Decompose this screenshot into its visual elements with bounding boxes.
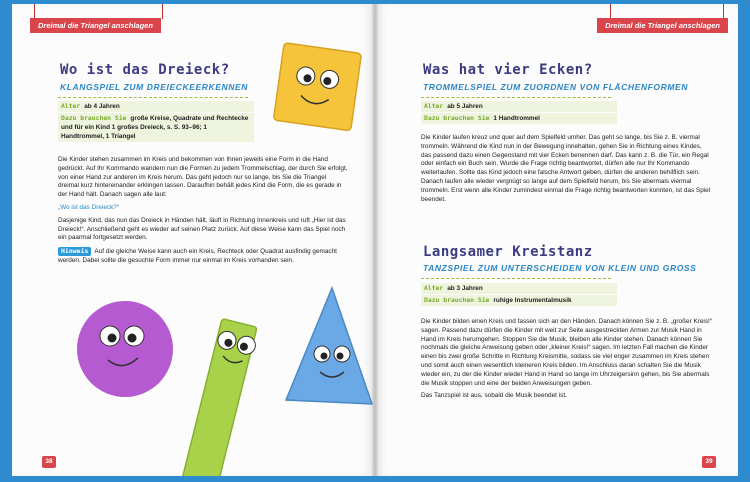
banner-string [610,4,611,19]
info-key: Alter [424,284,444,292]
speech-line: „Wo ist das Dreieck?“ [58,203,119,211]
rectangle-character-icon [182,314,272,476]
triangle-character-icon [282,284,375,414]
paragraph: Die Kinder bilden einen Kreis und fassen sich an den Händen. Danach können Sie z. B. „großer Kreis!“ sagen. Passend dazu dürfen die Kinder mit weit zur Seite ausgestreckten Armen zur Musik Hand in Hand im Kreis herumgehen. Stoppen Sie die Musik, bleiben alle Kinder stehen. Danach können Sie nochmals die gleiche Anweisung geben oder „kleiner Kreis!“ sagen. Im letzten Fall machen die Kinder einen bis zwei große Schritte in Richtung Kreismitte, sodass sie viel enger zusammen im Kreis stehen und somit auch einen wesentlich kleineren Kreis bilden. Im Anschluss daran schalten Sie die Musik wieder ein, zu der die Kinder wieder Hand in Hand so lange im Uhrzeigersinn gehen, bis Sie abermals die Musik stoppen und eine der beiden Anweisungen geben. [421,318,712,387]
chapter-banner: Dreimal die Triangel anschlagen [30,18,161,33]
game-subtitle: TANZSPIEL ZUM UNTERSCHEIDEN VON KLEIN UND GROSS [423,263,697,273]
info-value: 1 Handtrommel [493,115,540,122]
paragraph: Die Kinder stehen zusammen im Kreis und bekommen von Ihnen jeweils eine Form in die Hand gedrückt. Auf Ihr Kommando wandern nun die Formen zu jedem Trommelschlag, der durch Sie erfolgt, von einer Hand zur anderen im Kreis herum. Das geht jedoch nur so lange, bis Sie die Triangel dreimal kurz hintereinander erklingen lassen. Daraufhin behält jedes Kind die Form, die es gerade in der Hand hält. Danach sagen alle laut: [58,156,348,199]
divider [421,278,611,279]
game-title: Was hat vier Ecken? [423,62,593,78]
info-age [421,283,617,294]
info-value: ab 5 Jahren [447,103,483,110]
info-key: Dazu brauchen Sie [424,114,490,122]
info-materials [421,113,617,124]
info-key: Dazu brauchen Sie [424,296,490,304]
game-title: Langsamer Kreistanz [423,244,593,260]
paragraph: Dasjenige Kind, das nun das Dreieck in Händen hält, läuft in Richtung Innenkreis und ruft „Hier ist das Dreieck!“. Anschließend geht es wieder auf seinen Platz zurück. Auf diese Weise kann das Spiel noch ein paarmal fortgesetzt werden. [58,216,346,242]
square-character-icon [264,38,374,142]
divider [58,97,248,98]
banner-string [162,4,163,19]
instructions [58,156,348,270]
left-page [12,4,375,476]
book-spread [12,4,738,476]
page-number: 38 [42,456,56,468]
game-title: Wo ist das Dreieck? [60,62,230,78]
circle-character-icon [70,294,180,404]
instructions [421,134,711,208]
right-page [375,4,738,476]
info-key: Alter [61,102,81,110]
banner-string [723,4,724,19]
banner-string [34,4,35,19]
info-key: Alter [424,102,444,110]
page-number: 39 [702,456,716,468]
paragraph: Das Tanzspiel ist aus, sobald die Musik beendet ist. [421,392,567,400]
hinweis [58,247,348,266]
hinweis-text: Auf die gleiche Weise kann auch ein Kreis, Rechteck oder Quadrat ausfindig gemacht werden. Dabei sollte die gesuchte Form immer nur einmal im Kreis vorhanden sein. [58,248,337,264]
info-materials [421,295,617,306]
info-value: ab 4 Jahren [84,103,120,110]
info-value: große Kreise, Quadrate und Rechtecke und für ein Kind 1 großes Dreieck, s. S. 93–96; 1 Handtrommel, 1 Triangel [61,115,249,140]
book-gutter [372,4,378,476]
chapter-banner: Dreimal die Triangel anschlagen [597,18,728,33]
instructions [421,318,713,405]
info-age [421,101,617,112]
info-materials [58,113,254,142]
info-value: ab 3 Jahren [447,285,483,292]
paragraph: Die Kinder laufen kreuz und quer auf dem Spielfeld umher. Das geht so lange, bis Sie z. B. viermal trommeln. Während die Kind nun in der Bewegung innehalten, gehen Sie in Richtung eines Kindes, das passend dazu einen Gegenstand mit vier Ecken benennen darf. Das kann z. B. die Tür, ein Regal oder einfach ein Buch sein. Wurde die Frage richtig beantwortet, dürfen alle nur Ihr Kommando weiterlaufen. Sollte das Kind jedoch eine falsche Antwort geben, dürfen die anderen behilflich sein. Danach laufen alle wieder vergnügt so lange auf dem Spielfeld herum, bis Sie abermals viermal trommeln. Erst wenn alle Kinder zumindest einmal die Frage richtig beantworten konnten, ist das Spiel beendet. [421,134,711,203]
info-value: ruhige Instrumentalmusik [493,297,572,304]
info-age [58,101,254,112]
info-key: Dazu brauchen Sie [61,114,127,122]
game-subtitle: KLANGSPIEL ZUM DREIECKEERKENNEN [60,82,248,92]
game-subtitle: TROMMELSPIEL ZUM ZUORDNEN VON FLÄCHENFORMEN [423,82,689,92]
hinweis-label: Hinweis [58,247,91,256]
divider [421,97,611,98]
